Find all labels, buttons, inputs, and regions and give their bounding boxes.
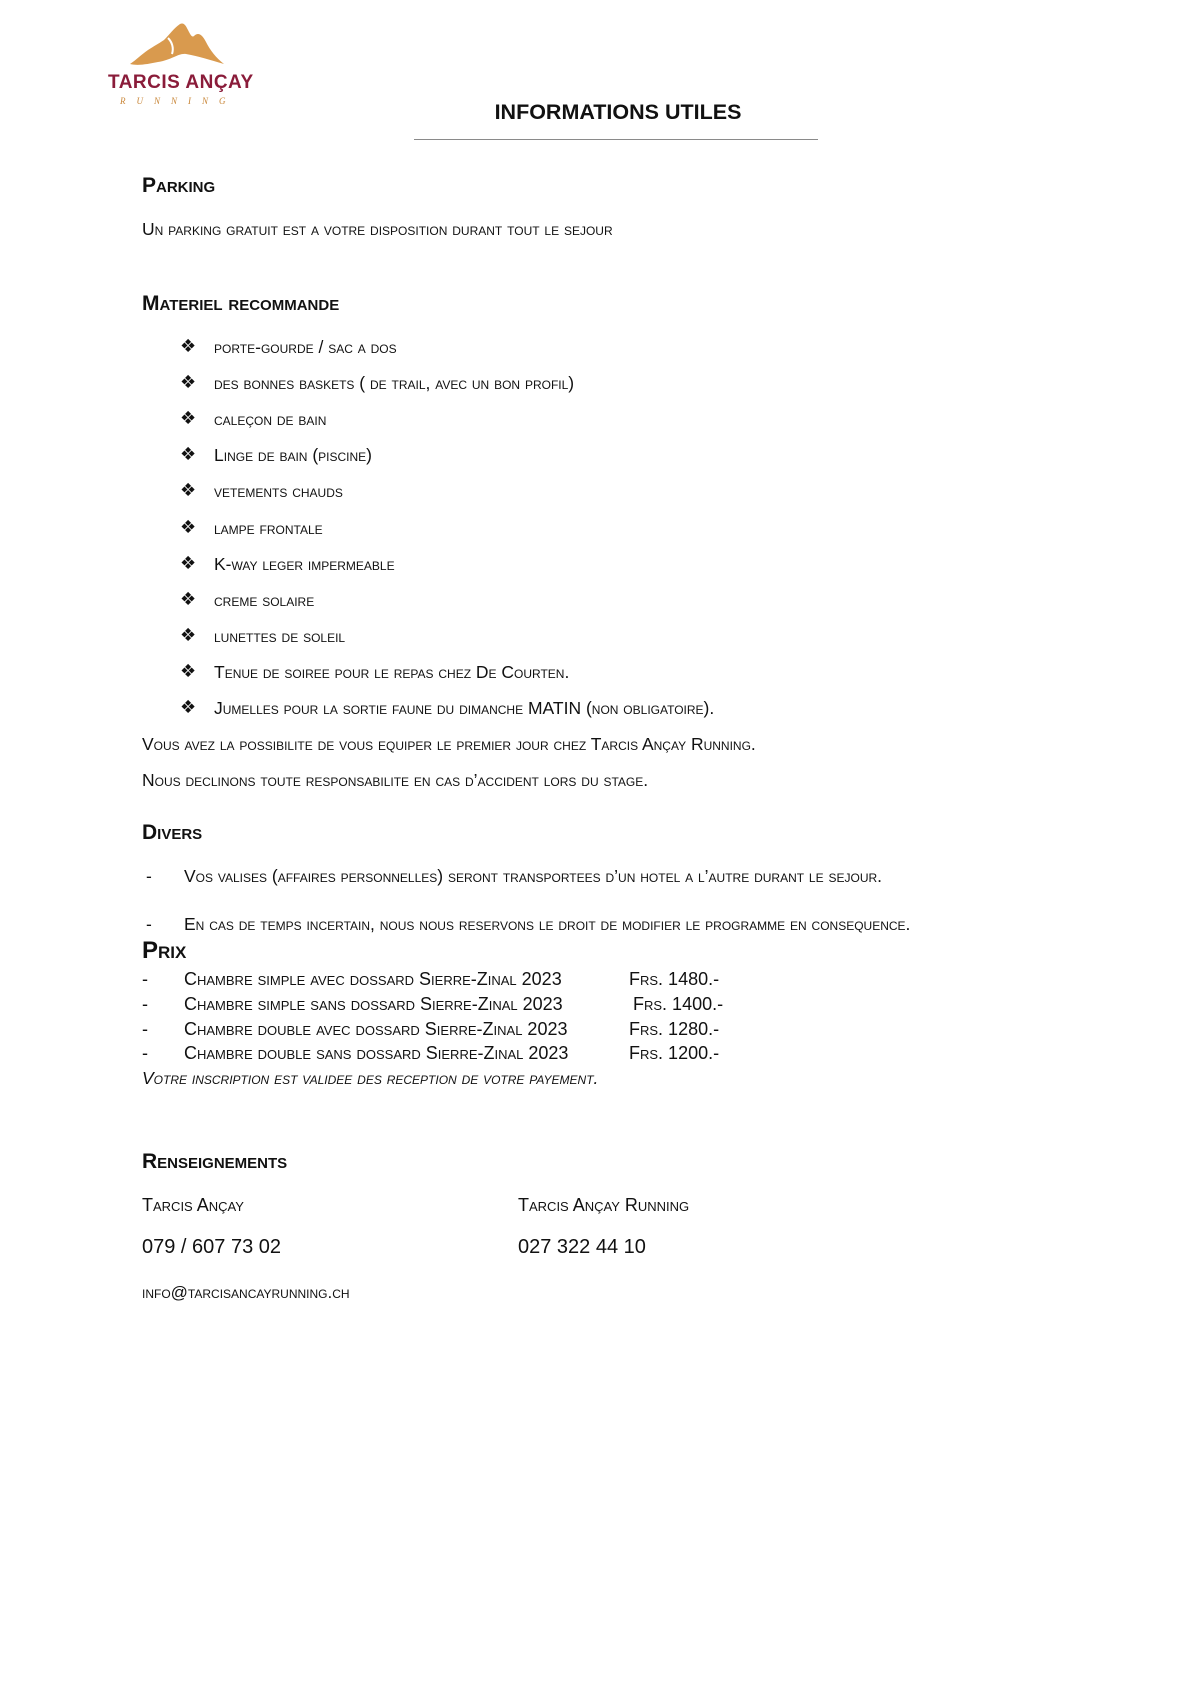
logo-name: TARCIS ANÇAY [108, 72, 254, 93]
contact-name: Tarcis Ançay [142, 1195, 244, 1215]
title-underline [414, 139, 818, 140]
diamond-bullet-icon: ❖ [180, 408, 197, 428]
diamond-bullet-icon: ❖ [180, 480, 197, 500]
liability-note: Nous declinons toute responsabilite en cas d’accident lors du stage. [142, 770, 649, 790]
mobile-phone[interactable]: 079 / 607 73 02 [142, 1236, 282, 1258]
diamond-bullet-icon: ❖ [180, 336, 197, 356]
diamond-bullet-icon: ❖ [180, 589, 197, 609]
parking-heading: Parking [142, 174, 216, 197]
price-value: Frs. 1480.- [629, 969, 720, 989]
diamond-bullet-icon: ❖ [180, 517, 197, 537]
diamond-bullet-icon: ❖ [180, 625, 197, 645]
email-link[interactable]: info@tarcisancayrunning.ch [142, 1283, 350, 1302]
materiel-heading: Materiel recommande [142, 292, 340, 315]
price-value: Frs. 1280.- [629, 1019, 720, 1039]
renseignements-heading: Renseignements [142, 1150, 288, 1173]
diamond-bullet-icon: ❖ [180, 372, 197, 392]
equipment-note: Vous avez la possibilite de vous equiper le premier jour chez Tarcis Ançay Running. [142, 734, 756, 754]
diamond-bullet-icon: ❖ [180, 661, 197, 681]
payment-note: Votre inscription est validee des reception de votre payement. [142, 1068, 599, 1088]
diamond-bullet-icon: ❖ [180, 553, 197, 573]
office-phone[interactable]: 027 322 44 10 [518, 1236, 646, 1258]
mountain-logo-icon [128, 20, 228, 68]
diamond-bullet-icon: ❖ [180, 697, 197, 717]
parking-text: Un parking gratuit est a votre disposition durant tout le sejour [142, 219, 613, 239]
prix-heading: Prix [142, 937, 187, 964]
price-value: Frs. 1200.- [629, 1043, 720, 1063]
logo-tagline: RUNNING [120, 96, 237, 106]
diamond-bullet-icon: ❖ [180, 444, 197, 464]
price-value: Frs. 1400.- [633, 994, 724, 1014]
company-name: Tarcis Ançay Running [518, 1195, 690, 1215]
page-title: INFORMATIONS UTILES [494, 100, 742, 124]
divers-heading: Divers [142, 821, 203, 844]
